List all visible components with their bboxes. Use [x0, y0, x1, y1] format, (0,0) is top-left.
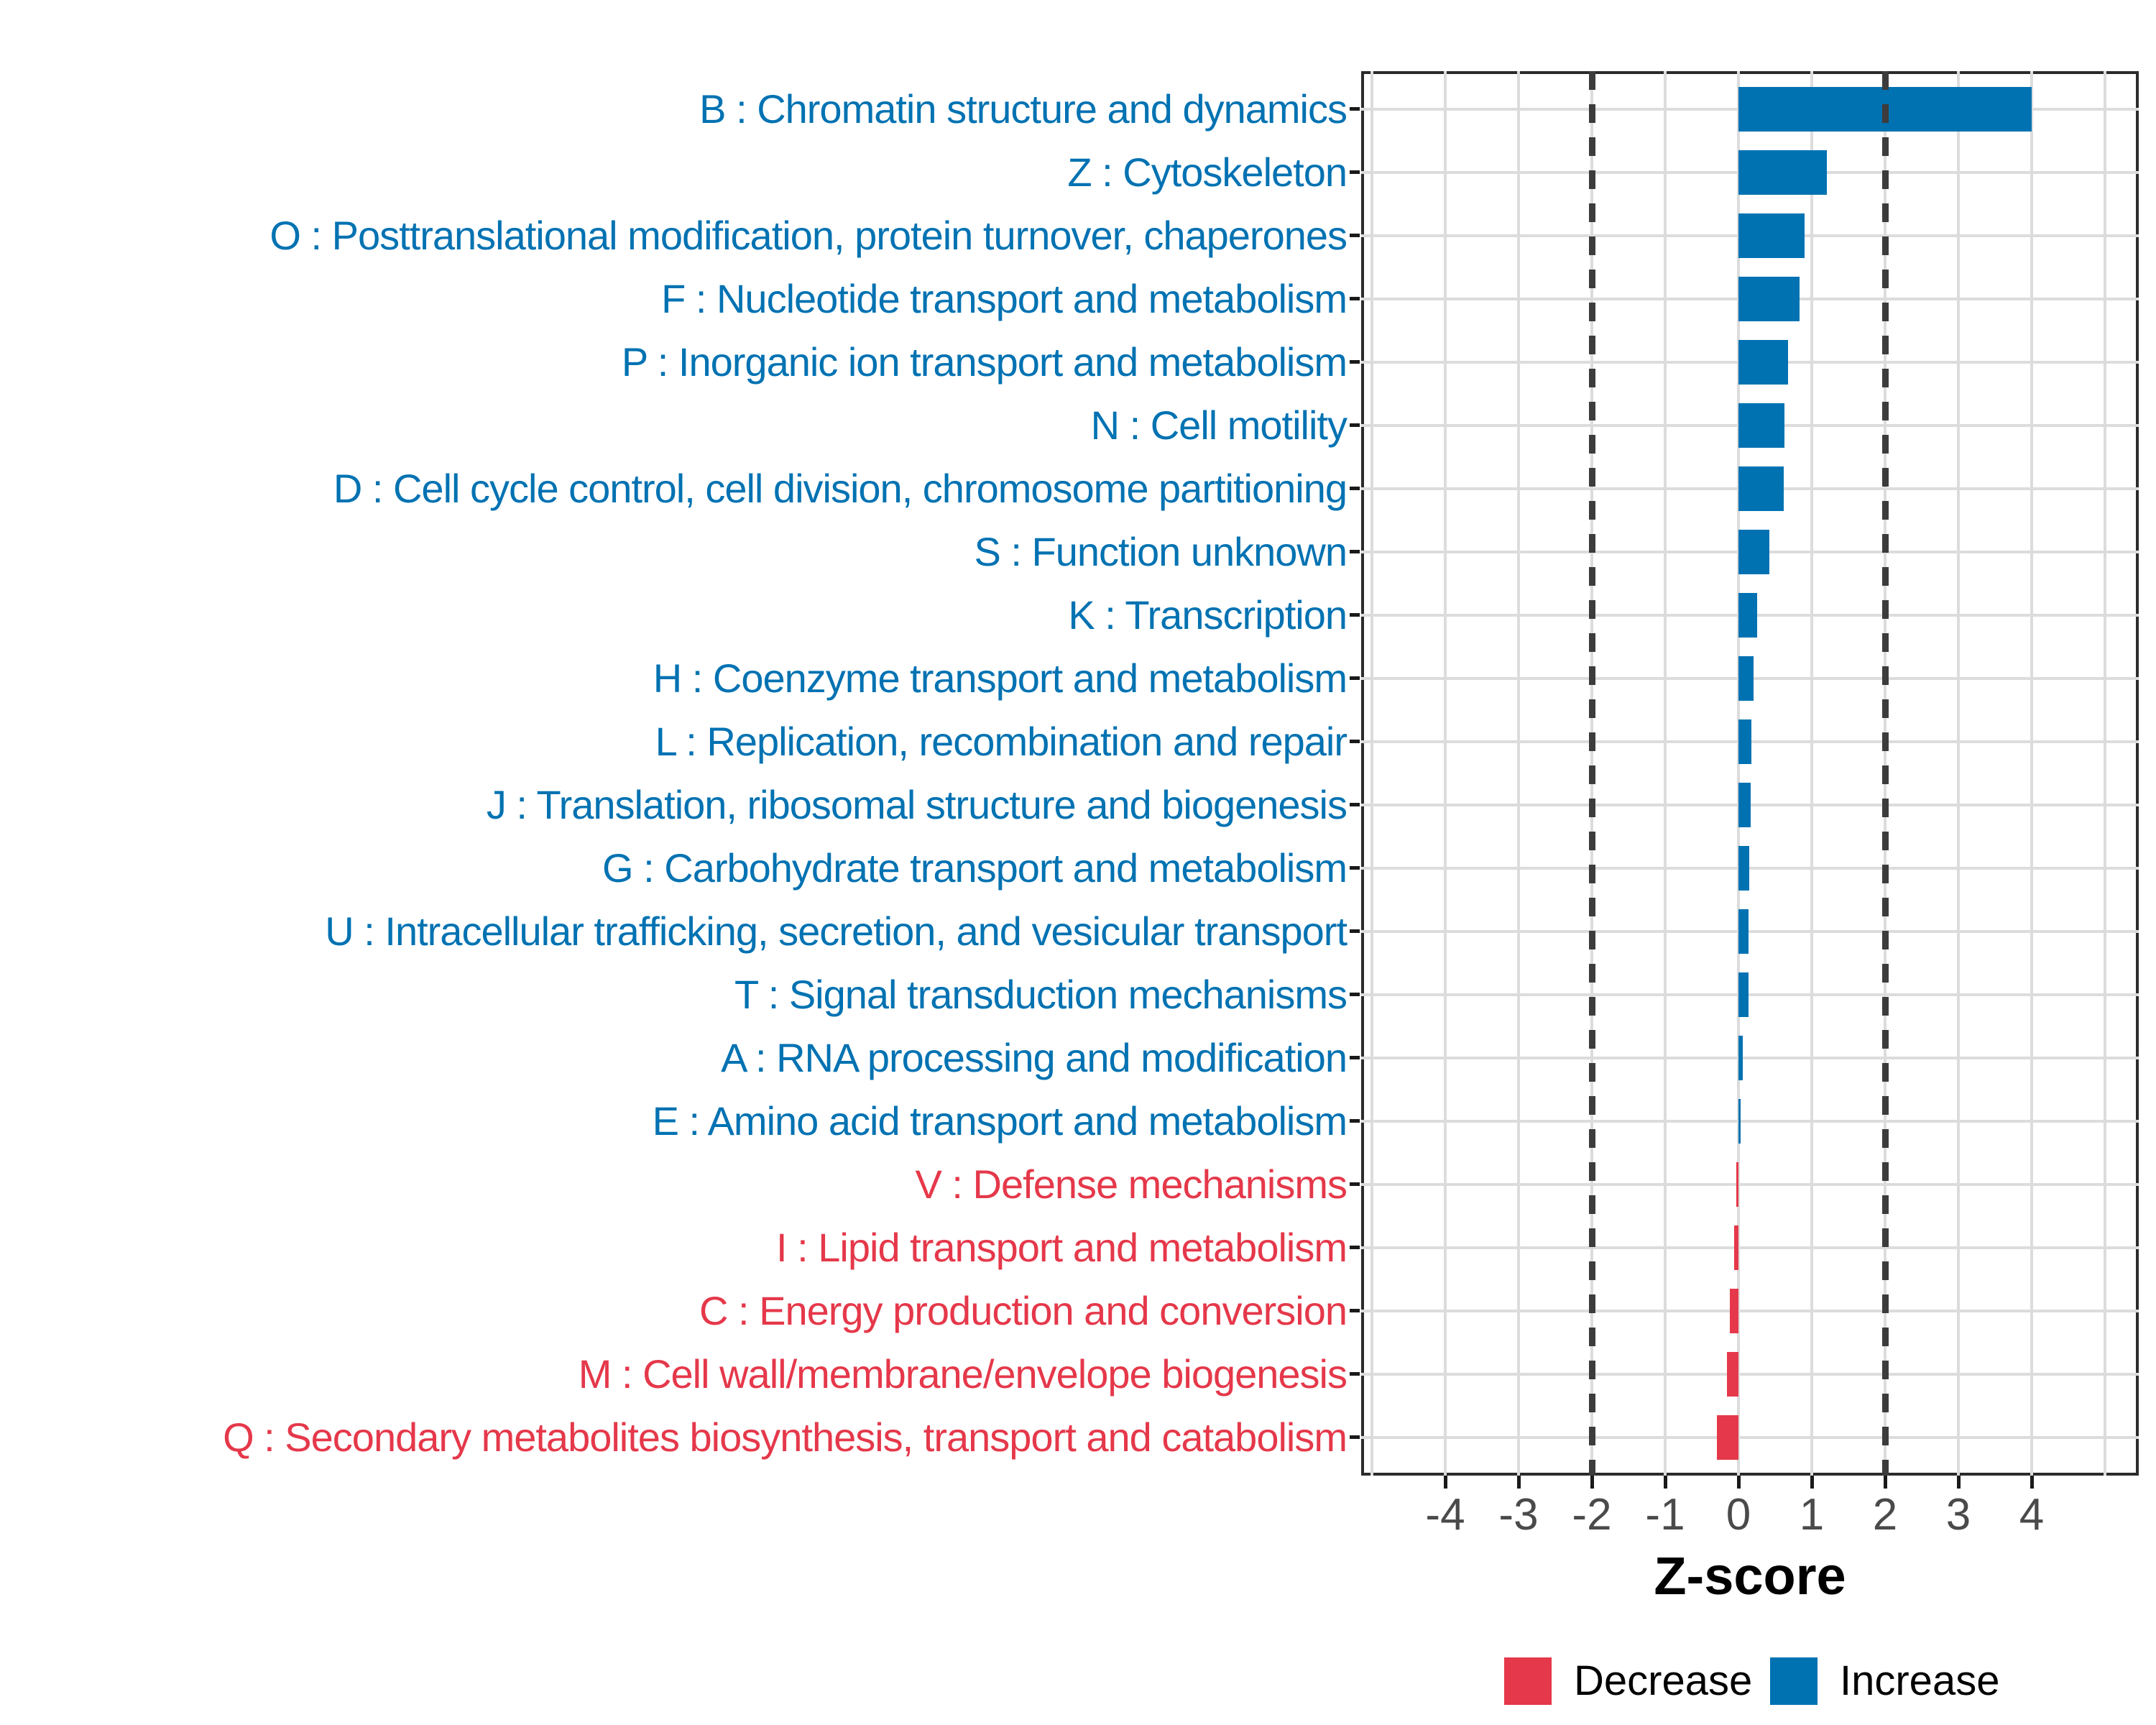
y-label-E: E : Amino acid transport and metabolism	[652, 1098, 1347, 1144]
y-label-C: C : Energy production and conversion	[699, 1287, 1347, 1333]
x-tick	[1884, 1476, 1887, 1489]
y-label-O: O : Posttranslational modification, protein turnover, chaperones	[270, 212, 1347, 258]
x-tick-label-1: 1	[1799, 1490, 1825, 1540]
y-tick	[1350, 1182, 1360, 1186]
x-gridline	[2030, 71, 2033, 1476]
bar-P	[1738, 340, 1788, 385]
x-tick	[1957, 1476, 1961, 1489]
y-label-B: B : Chromatin structure and dynamics	[699, 86, 1347, 132]
x-gridline	[1517, 71, 1520, 1476]
y-tick	[1350, 866, 1360, 870]
x-tick	[1810, 1476, 1814, 1489]
y-tick	[1350, 1372, 1360, 1376]
y-gridline	[1361, 1120, 2139, 1123]
bar-I	[1734, 1225, 1738, 1270]
x-tick	[1444, 1476, 1447, 1489]
bar-A	[1738, 1036, 1743, 1080]
x-gridline	[1957, 71, 1960, 1476]
reference-line--2	[1589, 71, 1595, 1476]
bar-L	[1738, 719, 1751, 764]
x-tick-label--3: -3	[1498, 1490, 1539, 1540]
x-tick-label-4: 4	[2019, 1490, 2045, 1540]
y-label-K: K : Transcription	[1068, 592, 1347, 638]
y-gridline	[1361, 1373, 2139, 1376]
y-tick	[1350, 107, 1360, 111]
y-tick	[1350, 993, 1360, 996]
bar-O	[1738, 213, 1805, 258]
bar-F	[1738, 277, 1800, 321]
bar-J	[1738, 783, 1751, 827]
y-tick	[1350, 170, 1360, 174]
x-gridline	[2104, 71, 2106, 1476]
bar-U	[1738, 909, 1749, 954]
y-label-L: L : Replication, recombination and repair	[655, 718, 1347, 764]
x-tick-label--1: -1	[1645, 1490, 1685, 1540]
x-gridline	[1370, 71, 1373, 1476]
y-label-Q: Q : Secondary metabolites biosynthesis, transport and catabolism	[223, 1414, 1347, 1460]
x-tick	[1664, 1476, 1667, 1489]
y-label-Z: Z : Cytoskeleton	[1067, 149, 1347, 195]
x-tick-label-0: 0	[1726, 1490, 1751, 1540]
x-gridline	[1810, 71, 1813, 1476]
legend-label-decrease: Decrease	[1574, 1657, 1753, 1704]
bar-M	[1727, 1352, 1738, 1397]
y-tick	[1350, 360, 1360, 364]
y-tick	[1350, 740, 1360, 743]
y-label-A: A : RNA processing and modification	[721, 1034, 1347, 1080]
y-gridline	[1361, 993, 2139, 996]
y-gridline	[1361, 930, 2139, 933]
bar-S	[1738, 530, 1769, 574]
y-label-D: D : Cell cycle control, cell division, chromosome partitioning	[333, 465, 1347, 511]
bar-T	[1738, 972, 1749, 1017]
x-tick-label-2: 2	[1872, 1490, 1898, 1540]
y-tick	[1350, 1246, 1360, 1249]
y-label-M: M : Cell wall/membrane/envelope biogenesis	[578, 1351, 1347, 1397]
y-tick	[1350, 297, 1360, 300]
y-label-I: I : Lipid transport and metabolism	[776, 1224, 1347, 1270]
y-tick	[1350, 1056, 1360, 1059]
y-label-U: U : Intracellular trafficking, secretion, and vesicular transport	[325, 908, 1347, 954]
y-tick	[1350, 423, 1360, 427]
y-gridline	[1361, 1246, 2139, 1249]
bar-N	[1738, 403, 1784, 448]
y-tick	[1350, 1435, 1360, 1439]
reference-line-2	[1882, 71, 1889, 1476]
bar-K	[1738, 593, 1757, 638]
y-tick	[1350, 1119, 1360, 1123]
y-tick	[1350, 613, 1360, 617]
y-label-N: N : Cell motility	[1090, 402, 1347, 448]
x-tick	[1590, 1476, 1594, 1489]
x-tick-label-3: 3	[1945, 1490, 1971, 1540]
y-gridline	[1361, 1183, 2139, 1186]
y-gridline	[1361, 867, 2139, 870]
x-tick	[2030, 1476, 2034, 1489]
bar-V	[1736, 1162, 1738, 1207]
bar-H	[1738, 656, 1754, 701]
y-tick	[1350, 803, 1360, 806]
y-gridline	[1361, 1310, 2139, 1312]
y-label-F: F : Nucleotide transport and metabolism	[661, 275, 1347, 321]
legend-label-increase: Increase	[1840, 1657, 2000, 1704]
x-tick-label--2: -2	[1572, 1490, 1612, 1540]
y-tick	[1350, 234, 1360, 237]
y-tick	[1350, 487, 1360, 490]
x-gridline	[1664, 71, 1667, 1476]
y-gridline	[1361, 1436, 2139, 1439]
y-tick	[1350, 550, 1360, 553]
y-label-H: H : Coenzyme transport and metabolism	[653, 655, 1347, 701]
bar-E	[1738, 1099, 1741, 1144]
legend-swatch-increase	[1770, 1657, 1818, 1705]
y-label-P: P : Inorganic ion transport and metabolism	[621, 339, 1347, 385]
y-tick	[1350, 1309, 1360, 1312]
x-gridline	[1444, 71, 1447, 1476]
x-tick	[1517, 1476, 1521, 1489]
y-gridline	[1361, 1057, 2139, 1059]
y-tick	[1350, 929, 1360, 933]
bar-Z	[1738, 150, 1827, 195]
bar-D	[1738, 466, 1784, 511]
y-label-G: G : Carbohydrate transport and metabolism	[602, 845, 1347, 891]
y-label-V: V : Defense mechanisms	[915, 1161, 1347, 1207]
y-label-S: S : Function unknown	[974, 528, 1347, 574]
x-axis-title: Z-score	[1654, 1546, 1846, 1606]
bar-C	[1730, 1289, 1738, 1333]
x-tick-label--4: -4	[1425, 1490, 1465, 1540]
y-label-J: J : Translation, ribosomal structure and biogenesis	[486, 781, 1347, 827]
legend-swatch-decrease	[1504, 1657, 1552, 1705]
bar-Q	[1717, 1415, 1738, 1460]
y-label-T: T : Signal transduction mechanisms	[734, 971, 1347, 1017]
x-tick	[1737, 1476, 1741, 1489]
bar-G	[1738, 846, 1749, 891]
y-tick	[1350, 676, 1360, 680]
